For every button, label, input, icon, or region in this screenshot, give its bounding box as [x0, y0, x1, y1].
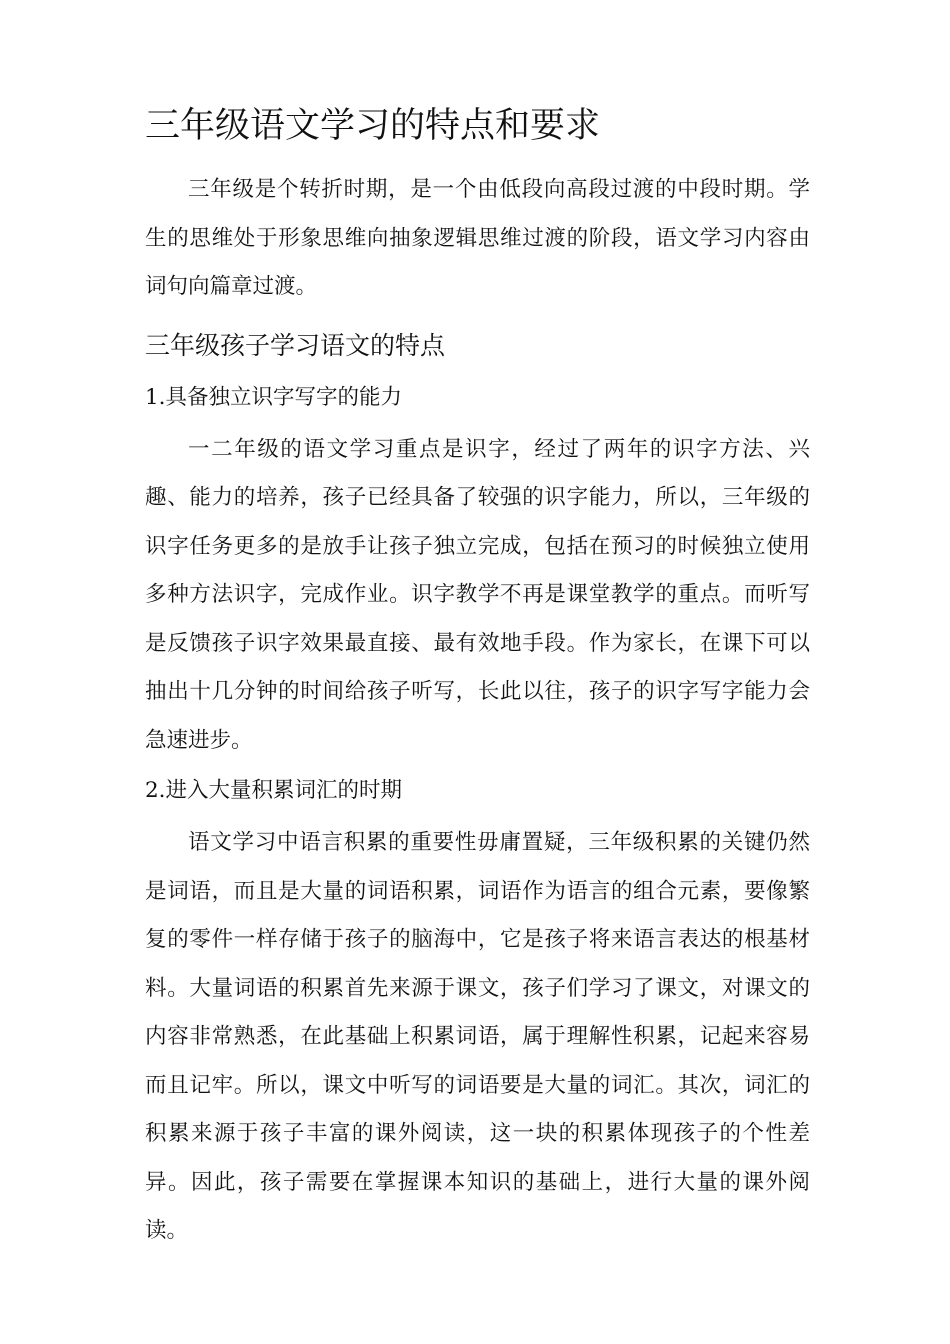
document-content — [145, 98, 810, 1256]
document-title: 三年级语文学习的特点和要求 — [145, 106, 601, 146]
intro-paragraph: 三年级是个转折时期，是一个由低段向高段过渡的中段时期。学生的思维处于形象思维向抽象逻辑思维过渡的阶段，语文学习内容由词句向篇章过渡。 — [145, 177, 810, 299]
item-heading-2: 2.进入大量积累词汇的时期 — [145, 778, 403, 803]
item-body-1: 一二年级的语文学习重点是识字，经过了两年的识字方法、兴趣、能力的培养，孩子已经具备了较强的识字能力，所以，三年级的识字任务更多的是放手让孩子独立完成，包括在预习的时候独立使用多种方法识字，完成作业。识字教学不再是课堂教学的重点。而听写是反馈孩子识字效果最直接、最有效地手段。作为家长，在课下可以抽出十几分钟的时间给孩子听写，长此以往，孩子的识字写字能力会急速进步。 — [145, 436, 810, 753]
section-heading: 三年级孩子学习语文的特点 — [145, 330, 446, 360]
item-body-2: 语文学习中语言积累的重要性毋庸置疑，三年级积累的关键仍然是词语，而且是大量的词语积累，词语作为语言的组合元素，要像繁复的零件一样存储于孩子的脑海中，它是孩子将来语言表达的根基材料。大量词语的积累首先来源于课文，孩子们学习了课文，对课文的内容非常熟悉，在此基础上积累词语，属于理解性积累，记起来容易而且记牢。所以，课文中听写的词语要是大量的词汇。其次，词汇的积累来源于孩子丰富的课外阅读，这一块的积累体现孩子的个性差异。因此，孩子需要在掌握课本知识的基础上，进行大量的课外阅读。 — [145, 830, 810, 1243]
item-heading-1: 1.具备独立识字写字的能力 — [145, 384, 403, 410]
